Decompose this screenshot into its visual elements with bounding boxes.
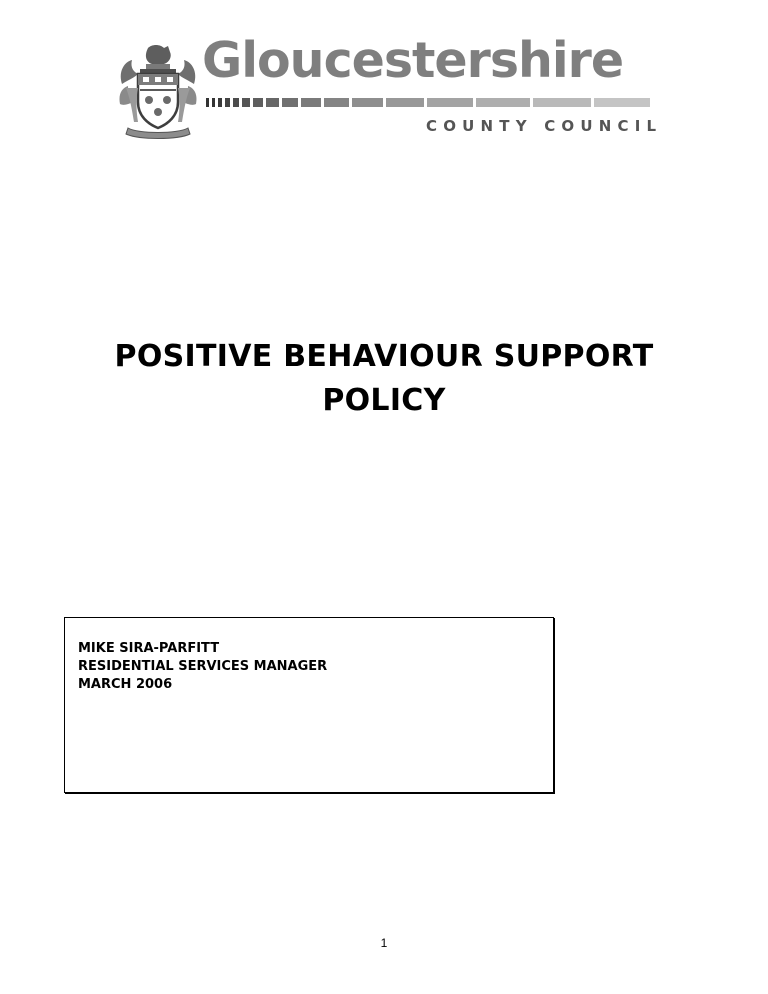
author-details bbox=[78, 640, 327, 694]
page-number: 1 bbox=[380, 936, 388, 950]
document-title bbox=[0, 335, 768, 423]
author-box bbox=[64, 617, 554, 793]
council-logo bbox=[118, 32, 664, 144]
document-title-line-2: POLICY bbox=[322, 383, 446, 418]
logo-bar-strip bbox=[206, 98, 650, 107]
author-name: MIKE SIRA-PARFITT bbox=[78, 641, 220, 656]
document-title-line-1: POSITIVE BEHAVIOUR SUPPORT bbox=[114, 339, 654, 374]
author-role: RESIDENTIAL SERVICES MANAGER bbox=[78, 659, 328, 674]
council-subtitle: COUNTY COUNCIL bbox=[426, 117, 663, 135]
coat-of-arms-icon bbox=[118, 44, 198, 140]
council-wordmark: Gloucestershire bbox=[202, 32, 624, 89]
document-date: MARCH 2006 bbox=[78, 677, 173, 692]
